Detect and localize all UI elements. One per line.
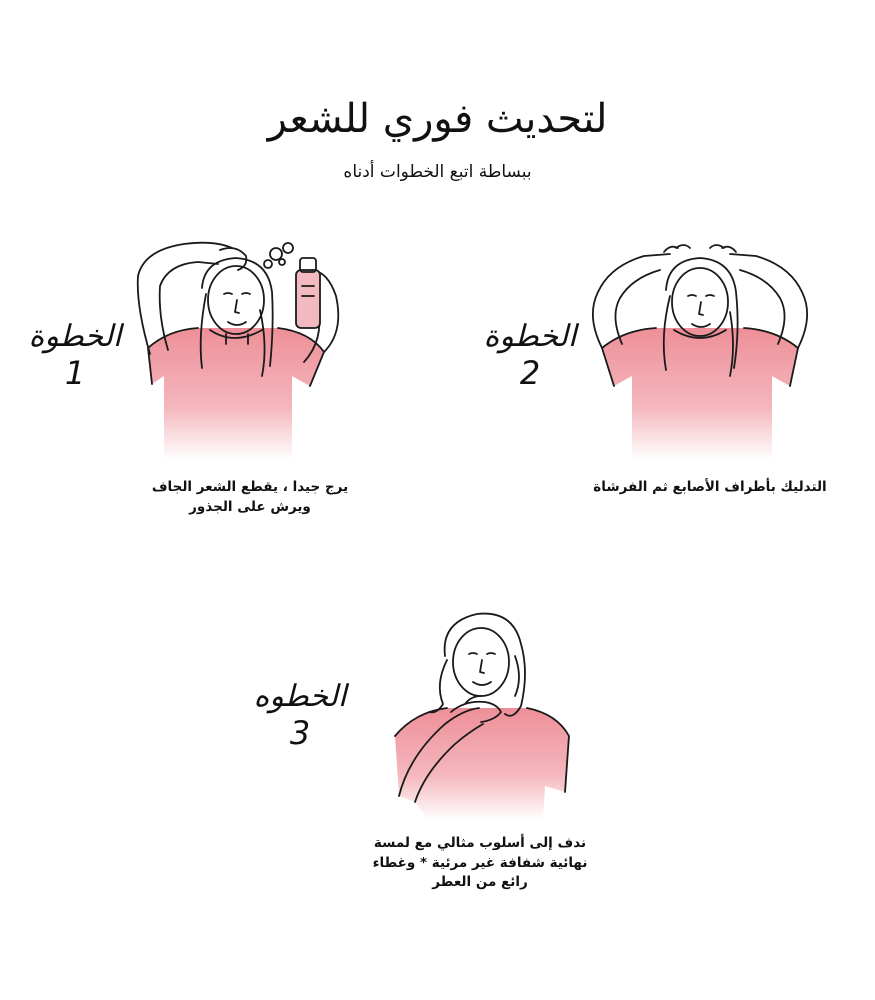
- step-3-label-text: الخطوه: [253, 679, 347, 714]
- step-2-caption-line-1: التدليك بأطراف الأصابع ثم الفرشاة: [593, 479, 827, 495]
- page-title: لتحديث فوري للشعر: [267, 96, 608, 142]
- step-2-label: [465, 320, 595, 391]
- step-1-label-text: الخطوة: [28, 319, 122, 354]
- step-3-caption-line-2: نهائية شفافة غير مرئية * وغطاء: [372, 854, 588, 871]
- step-1-number: 1: [64, 353, 86, 392]
- step-2-illustration: [580, 236, 840, 462]
- step-3-number: 3: [289, 713, 311, 752]
- step-2-label-text: الخطوة: [483, 319, 577, 354]
- step-3-label: [235, 680, 365, 751]
- step-2-number: 2: [519, 353, 541, 392]
- shirt-shape: [602, 328, 798, 460]
- shirt-shape: [148, 328, 324, 460]
- step-1-caption-line-2: ويرش على الجذور: [189, 498, 311, 515]
- step-1-label: [10, 320, 140, 391]
- step-3-caption-line-1: ندف إلى أسلوب مثالي مع لمسة: [373, 835, 587, 851]
- step-3-caption: [330, 834, 630, 893]
- step-3-illustration: [385, 596, 585, 822]
- step-2-caption: [570, 478, 850, 498]
- step-3-caption-line-3: رائع من العطر: [432, 874, 528, 891]
- step-1-illustration: [128, 236, 388, 462]
- step-1-caption-line-1: يرج جيدا ، يقطع الشعر الجاف: [151, 479, 349, 495]
- step-1-caption: [120, 478, 380, 517]
- spray-can: [296, 270, 320, 328]
- page-subtitle: ببساطة اتبع الخطوات أدناه: [343, 162, 532, 182]
